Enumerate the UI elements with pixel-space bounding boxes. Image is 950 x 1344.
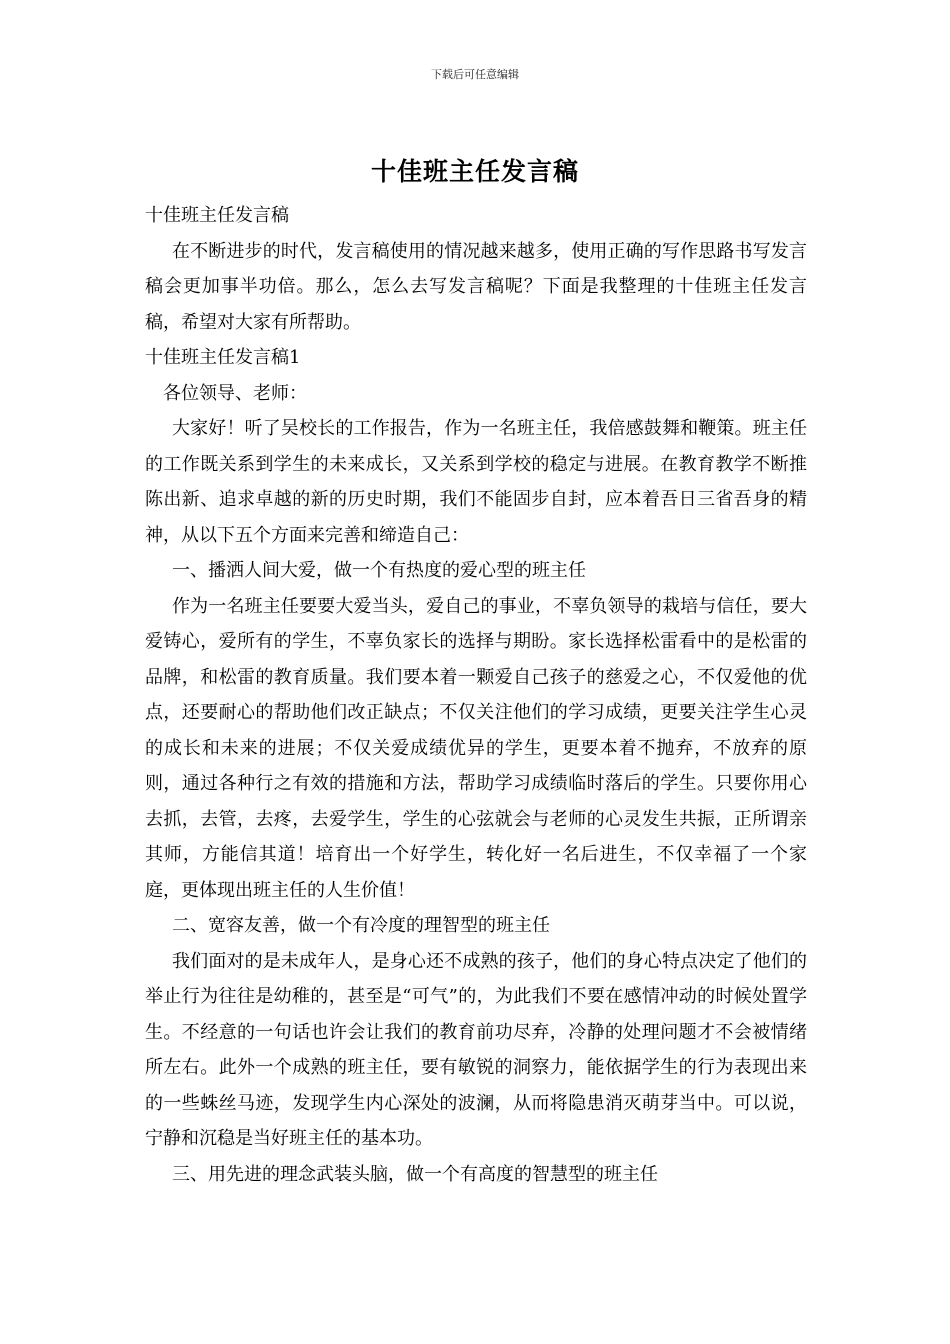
paragraph-intro: 在不断进步的时代，发言稿使用的情况越来越多，使用正确的写作思路书写发言稿会更加事半功倍。那么，怎么去写发言稿呢？下面是我整理的十佳班主任发言稿，希望对大家有所帮助。 — [145, 240, 807, 333]
document-title: 十佳班主任发言稿 — [370, 157, 579, 186]
paragraph-point-2-body: 我们面对的是未成年人，是身心还不成熟的孩子，他们的身心特点决定了他们的举止行为往往是幼稚的，甚至是“可气”的，为此我们不要在感情冲动的时候处置学生。不经意的一句话也许会让我们的教育前功尽弃，冷静的处理问题才不会被情绪所左右。此外一个成熟的班主任，要有敏锐的洞察力，能依据学生的行为表现出来的一些蛛丝马迹，发现学生内心深处的波澜，从而将隐患消灭萌芽当中。可以说，宁静和沉稳是当好班主任的基本功。 — [145, 950, 807, 1149]
paragraph-point-2-heading: 二、宽容友善，做一个有冷度的理智型的班主任 — [172, 915, 550, 936]
paragraph-section-heading: 十佳班主任发言稿1 — [145, 347, 301, 368]
document-body — [145, 198, 807, 1192]
paragraph-point-1-body: 作为一名班主任要要大爱当头，爱自己的事业，不辜负领导的栽培与信任，要大爱铸心，爱所有的学生，不辜负家长的选择与期盼。家长选择松雷看中的是松雷的品牌，和松雷的教育质量。我们要本着一颗爱自己孩子的慈爱之心，不仅爱他的优点，还要耐心的帮助他们改正缺点；不仅关注他们的学习成绩，更要关注学生心灵的成长和未来的进展；不仅关爱成绩优异的学生，更要本着不抛弃，不放弃的原则，通过各种行之有效的措施和方法，帮助学习成绩临时落后的学生。只要你用心去抓，去管，去疼，去爱学生，学生的心弦就会与老师的心灵发生共振，正所谓亲其师，方能信其道！培育出一个好学生，转化好一名后进生，不仅幸福了一个家庭，更体现出班主任的人生价值！ — [145, 595, 807, 901]
paragraph-greeting: 大家好！听了吴校长的工作报告，作为一名班主任，我倍感鼓舞和鞭策。班主任的工作既关系到学生的未来成长，又关系到学校的稳定与进展。在教育教学不断推陈出新、追求卓越的新的历史时期，我们不能固步自封，应本着吾日三省吾身的精神，从以下五个方面来完善和缔造自己： — [145, 418, 807, 546]
paragraph-point-3-heading: 三、用先进的理念武装头脑，做一个有高度的智慧型的班主任 — [172, 1163, 658, 1185]
paragraph-salutation: 各位领导、老师： — [163, 382, 307, 404]
paragraph-subtitle: 十佳班主任发言稿 — [145, 205, 289, 226]
header-note: 下载后可任意编辑 — [431, 68, 519, 81]
paragraph-point-1-heading: 一、播洒人间大爱，做一个有热度的爱心型的班主任 — [172, 560, 586, 581]
